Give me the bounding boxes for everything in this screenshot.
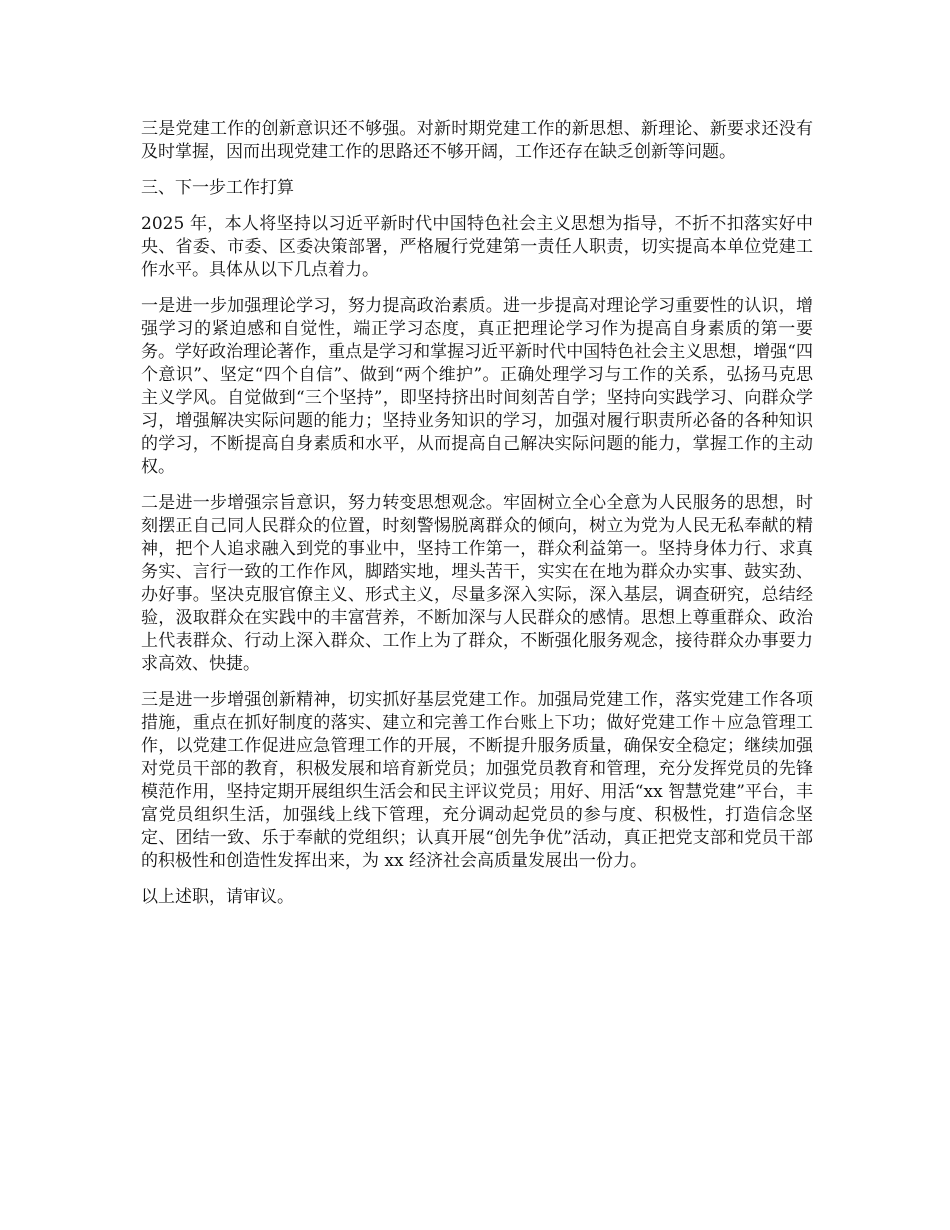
- paragraph-2025-plan: 2025 年，本人将坚持以习近平新时代中国特色社会主义思想为指导，不折不扣落实好中央、省委、市委、区委决策部署，严格履行党建第一责任人职责，切实提高本单位党建工作水平。具体从以下几点着力。: [141, 214, 813, 280]
- paragraph-innovation-weakness: 三是党建工作的创新意识还不够强。对新时期党建工作的新思想、新理论、新要求还没有及时掌握，因而出现党建工作的思路还不够开阔，工作还存在缺乏创新等问题。: [141, 119, 813, 162]
- section-heading-next-steps: 三、下一步工作打算: [141, 178, 294, 198]
- paragraph-purpose-awareness: 二是进一步增强宗旨意识，努力转变思想观念。牢固树立全心全意为人民服务的思想，时刻摆正自己同人民群众的位置，时刻警惕脱离群众的倾向，树立为党为人民无私奉献的精神，把个人追求融入到党的事业中，坚持工作第一，群众利益第一。坚持身体力行、求真务实、言行一致的工作作风，脚踏实地，埋头苦干，实实在在地为群众办实事、鼓实劲、办好事。坚决克服官僚主义、形式主义，尽量多深入实际，深入基层，调查研究，总结经验，汲取群众在实践中的丰富营养，不断加深与人民群众的感情。思想上尊重群众、政治上代表群众、行动上深入群众、工作上为了群众，不断强化服务观念，接待群众办事要力求高效、快捷。: [141, 493, 813, 674]
- document-page: [141, 118, 813, 922]
- paragraph-innovation-spirit: 三是进一步增强创新精神，切实抓好基层党建工作。加强局党建工作，落实党建工作各项措施，重点在抓好制度的落实、建立和完善工作台账上下功；做好党建工作＋应急管理工作，以党建工作促进应急管理工作的开展，不断提升服务质量，确保安全稳定；继续加强对党员干部的教育，积极发展和培育新党员；加强党员教育和管理，充分发挥党员的先锋模范作用，坚持定期开展组织生活会和民主评议党员；用好、用活“xx 智慧党建”平台，丰富党员组织生活，加强线上线下管理，充分调动起党员的参与度、积极性，打造信念坚定、团结一致、乐于奉献的党组织；认真开展“创先争优”活动，真正把党支部和党员干部的积极性和创造性发挥出来，为 xx 经济社会高质量发展出一份力。: [141, 690, 813, 871]
- paragraph-closing: 以上述职，请审议。: [141, 887, 294, 907]
- paragraph-theory-study: 一是进一步加强理论学习，努力提高政治素质。进一步提高对理论学习重要性的认识，增强学习的紧迫感和自觉性，端正学习态度，真正把理论学习作为提高自身素质的第一要务。学好政治理论著作，重点是学习和掌握习近平新时代中国特色社会主义思想，增强“四个意识”、坚定“四个自信”、做到“两个维护”。正确处理学习与工作的关系，弘扬马克思主义学风。自觉做到“三个坚持”，即坚持挤出时间刻苦自学；坚持向实践学习、向群众学习，增强解决实际问题的能力；坚持业务知识的学习，加强对履行职责所必备的各种知识的学习，不断提高自身素质和水平，从而提高自己解决实际问题的能力，掌握工作的主动权。: [141, 296, 813, 477]
